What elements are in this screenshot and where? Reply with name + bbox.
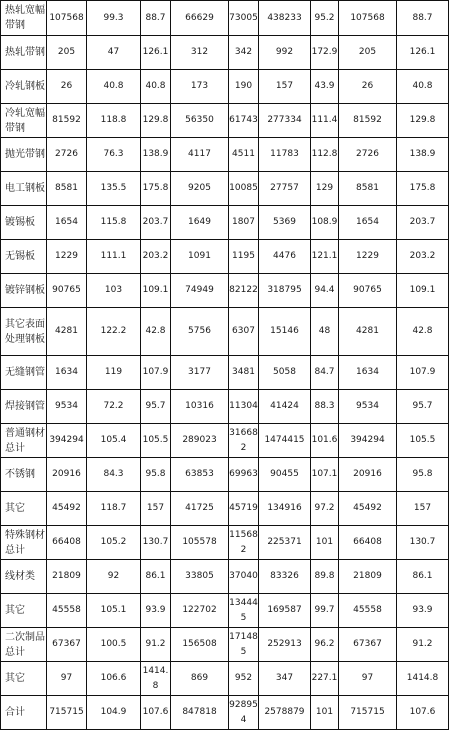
table-cell: 134916 [259,492,311,526]
table-cell: 173 [171,70,229,104]
table-cell: 347 [259,662,311,696]
row-label: 其它表面处理钢板 [1,308,47,356]
table-cell: 82122 [229,274,259,308]
row-label: 镀锌钢板 [1,274,47,308]
table-cell: 3177 [171,356,229,390]
table-cell: 8581 [47,172,87,206]
row-label: 镀锡板 [1,206,47,240]
table-cell: 9534 [47,390,87,424]
table-cell: 107.9 [141,356,171,390]
table-cell: 105.2 [87,526,141,560]
table-cell: 1091 [171,240,229,274]
table-cell: 121.1 [311,240,339,274]
table-cell: 96.2 [311,628,339,662]
table-cell: 94.4 [311,274,339,308]
table-cell: 107568 [47,1,87,36]
table-cell: 26 [339,70,397,104]
table-cell: 104.9 [87,696,141,730]
table-cell: 203.2 [141,240,171,274]
table-cell: 169587 [259,594,311,628]
table-cell: 99.3 [87,1,141,36]
table-cell: 101 [311,696,339,730]
table-cell: 111.1 [87,240,141,274]
table-cell: 56350 [171,104,229,138]
table-cell: 2726 [47,138,87,172]
table-cell: 2726 [339,138,397,172]
table-row [1,36,449,70]
table-cell: 6307 [229,308,259,356]
table-cell: 928954 [229,696,259,730]
table-row [1,1,449,36]
table-cell: 157 [259,70,311,104]
table-row [1,240,449,274]
table-row [1,390,449,424]
table-body [1,1,449,730]
table-cell: 1414.8 [141,662,171,696]
table-cell: 72.2 [87,390,141,424]
table-cell: 190 [229,70,259,104]
table-cell: 289023 [171,424,229,458]
table-cell: 95.2 [311,1,339,36]
table-cell: 88.7 [141,1,171,36]
table-cell: 40.8 [87,70,141,104]
table-cell: 3481 [229,356,259,390]
table-cell: 91.2 [141,628,171,662]
table-cell: 1229 [47,240,87,274]
table-cell: 277334 [259,104,311,138]
table-cell: 93.9 [141,594,171,628]
table-cell: 5369 [259,206,311,240]
table-cell: 225371 [259,526,311,560]
table-cell: 126.1 [397,36,449,70]
table-cell: 15146 [259,308,311,356]
table-cell: 42.8 [141,308,171,356]
row-label: 二次制品总计 [1,628,47,662]
table-cell: 45719 [229,492,259,526]
table-row [1,138,449,172]
table-cell: 112.8 [311,138,339,172]
row-label: 抛光带钢 [1,138,47,172]
table-cell: 203.7 [397,206,449,240]
table-cell: 45492 [339,492,397,526]
table-cell: 88.3 [311,390,339,424]
table-cell: 316682 [229,424,259,458]
table-cell: 992 [259,36,311,70]
table-cell: 4281 [339,308,397,356]
table-cell: 252913 [259,628,311,662]
table-cell: 130.7 [397,526,449,560]
table-cell: 1195 [229,240,259,274]
row-label: 冷轧钢板 [1,70,47,104]
table-cell: 37040 [229,560,259,594]
table-cell: 105.5 [397,424,449,458]
table-cell: 43.9 [311,70,339,104]
table-cell: 1634 [339,356,397,390]
table-cell: 66408 [339,526,397,560]
table-cell: 95.7 [141,390,171,424]
row-label: 冷轧宽幅带钢 [1,104,47,138]
row-label: 其它 [1,492,47,526]
table-cell: 33805 [171,560,229,594]
table-cell: 134445 [229,594,259,628]
row-label: 热轧宽幅带钢 [1,1,47,36]
table-row [1,274,449,308]
table-cell: 205 [47,36,87,70]
table-cell: 9534 [339,390,397,424]
table-cell: 90455 [259,458,311,492]
row-label: 电工钢板 [1,172,47,206]
table-cell: 11783 [259,138,311,172]
table-cell: 115.8 [87,206,141,240]
table-cell: 93.9 [397,594,449,628]
row-label: 不锈钢 [1,458,47,492]
table-cell: 438233 [259,1,311,36]
table-row [1,458,449,492]
table-cell: 869 [171,662,229,696]
table-cell: 1654 [47,206,87,240]
table-cell: 203.7 [141,206,171,240]
table-cell: 45558 [47,594,87,628]
table-cell: 130.7 [141,526,171,560]
table-cell: 95.8 [397,458,449,492]
table-cell: 715715 [47,696,87,730]
row-label: 普通钢材总计 [1,424,47,458]
table-cell: 91.2 [397,628,449,662]
table-cell: 83326 [259,560,311,594]
table-cell: 2578879 [259,696,311,730]
table-row [1,560,449,594]
table-cell: 1807 [229,206,259,240]
table-cell: 175.8 [141,172,171,206]
table-cell: 97 [339,662,397,696]
table-cell: 4476 [259,240,311,274]
table-cell: 20916 [47,458,87,492]
table-cell: 108.9 [311,206,339,240]
table-cell: 129.8 [397,104,449,138]
table-cell: 138.9 [141,138,171,172]
table-cell: 105.1 [87,594,141,628]
table-row [1,526,449,560]
table-cell: 100.5 [87,628,141,662]
table-cell: 109.1 [397,274,449,308]
table-cell: 90765 [339,274,397,308]
table-cell: 88.7 [397,1,449,36]
table-cell: 40.8 [141,70,171,104]
table-cell: 129.8 [141,104,171,138]
table-cell: 122.2 [87,308,141,356]
row-label: 线材类 [1,560,47,594]
row-label: 其它 [1,594,47,628]
table-cell: 1414.8 [397,662,449,696]
table-cell: 109.1 [141,274,171,308]
table-cell: 342 [229,36,259,70]
table-cell: 126.1 [141,36,171,70]
table-cell: 952 [229,662,259,696]
table-cell: 90765 [47,274,87,308]
table-row [1,696,449,730]
table-cell: 1649 [171,206,229,240]
table-cell: 101.6 [311,424,339,458]
table-row [1,356,449,390]
table-cell: 11304 [229,390,259,424]
table-cell: 394294 [339,424,397,458]
table-cell: 21809 [47,560,87,594]
table-cell: 715715 [339,696,397,730]
table-cell: 61743 [229,104,259,138]
table-cell: 97 [47,662,87,696]
table-cell: 27757 [259,172,311,206]
table-cell: 107.9 [397,356,449,390]
table-cell: 42.8 [397,308,449,356]
table-cell: 95.7 [397,390,449,424]
table-cell: 8581 [339,172,397,206]
table-cell: 5058 [259,356,311,390]
table-cell: 67367 [339,628,397,662]
table-cell: 47 [87,36,141,70]
row-label: 其它 [1,662,47,696]
row-label: 焊接钢管 [1,390,47,424]
table-cell: 66408 [47,526,87,560]
table-cell: 107568 [339,1,397,36]
row-label: 热轧带钢 [1,36,47,70]
table-cell: 105578 [171,526,229,560]
table-cell: 118.7 [87,492,141,526]
table-cell: 74949 [171,274,229,308]
table-row [1,308,449,356]
table-cell: 76.3 [87,138,141,172]
table-row [1,628,449,662]
table-cell: 63853 [171,458,229,492]
table-row [1,104,449,138]
table-cell: 45558 [339,594,397,628]
row-label: 合计 [1,696,47,730]
table-cell: 92 [87,560,141,594]
table-cell: 1634 [47,356,87,390]
table-cell: 394294 [47,424,87,458]
table-cell: 69963 [229,458,259,492]
table-cell: 89.8 [311,560,339,594]
table-cell: 175.8 [397,172,449,206]
table-cell: 227.1 [311,662,339,696]
table-cell: 84.3 [87,458,141,492]
row-label: 无缝钢管 [1,356,47,390]
table-cell: 95.8 [141,458,171,492]
table-cell: 107.1 [311,458,339,492]
table-cell: 84.7 [311,356,339,390]
table-cell: 129 [311,172,339,206]
table-cell: 118.8 [87,104,141,138]
table-cell: 66629 [171,1,229,36]
table-cell: 107.6 [397,696,449,730]
row-label: 无锡板 [1,240,47,274]
table-cell: 122702 [171,594,229,628]
table-cell: 107.6 [141,696,171,730]
table-cell: 86.1 [141,560,171,594]
table-cell: 81592 [47,104,87,138]
table-row [1,492,449,526]
table-cell: 203.2 [397,240,449,274]
table-cell: 21809 [339,560,397,594]
table-cell: 106.6 [87,662,141,696]
table-cell: 312 [171,36,229,70]
table-row [1,172,449,206]
table-cell: 20916 [339,458,397,492]
table-row [1,206,449,240]
table-cell: 115682 [229,526,259,560]
table-cell: 48 [311,308,339,356]
table-cell: 103 [87,274,141,308]
table-cell: 41424 [259,390,311,424]
table-cell: 4281 [47,308,87,356]
table-cell: 105.4 [87,424,141,458]
table-cell: 172.9 [311,36,339,70]
table-cell: 10316 [171,390,229,424]
table-row [1,662,449,696]
row-label: 特殊钢材总计 [1,526,47,560]
table-cell: 81592 [339,104,397,138]
table-cell: 119 [87,356,141,390]
table-cell: 40.8 [397,70,449,104]
table-cell: 1654 [339,206,397,240]
table-cell: 73005 [229,1,259,36]
table-cell: 41725 [171,492,229,526]
table-row [1,70,449,104]
table-row [1,424,449,458]
table-cell: 9205 [171,172,229,206]
table-cell: 157 [141,492,171,526]
table-cell: 111.4 [311,104,339,138]
table-cell: 99.7 [311,594,339,628]
table-cell: 318795 [259,274,311,308]
table-cell: 138.9 [397,138,449,172]
table-cell: 157 [397,492,449,526]
table-cell: 5756 [171,308,229,356]
table-cell: 10085 [229,172,259,206]
table-cell: 1229 [339,240,397,274]
table-cell: 86.1 [397,560,449,594]
table-cell: 156508 [171,628,229,662]
table-cell: 4117 [171,138,229,172]
table-cell: 847818 [171,696,229,730]
table-cell: 97.2 [311,492,339,526]
table-cell: 67367 [47,628,87,662]
table-cell: 26 [47,70,87,104]
table-cell: 4511 [229,138,259,172]
table-cell: 45492 [47,492,87,526]
table-row [1,594,449,628]
table-cell: 101 [311,526,339,560]
table-cell: 135.5 [87,172,141,206]
table-cell: 1474415 [259,424,311,458]
table-cell: 205 [339,36,397,70]
table-cell: 105.5 [141,424,171,458]
table-cell: 171485 [229,628,259,662]
